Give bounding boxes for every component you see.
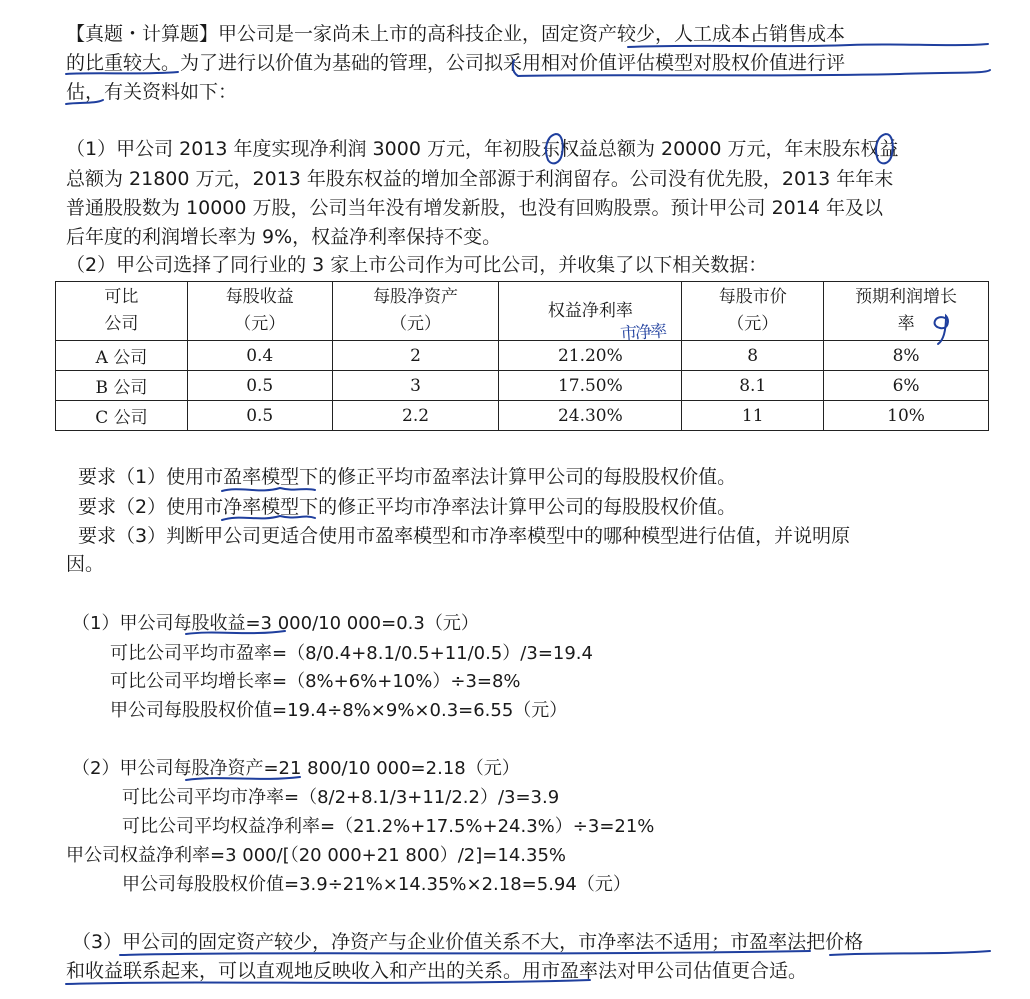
table-row (56, 341, 989, 371)
requirement-3-cont: 因。 (66, 553, 105, 575)
solution-2-line: 可比公司平均权益净利率=（21.2%+17.5%+24.3%）÷3=21% (122, 816, 655, 837)
info-paragraph-2: （2）甲公司选择了同行业的 3 家上市公司作为可比公司，并收集了以下相关数据： (66, 254, 768, 276)
table-cell: 2 (332, 341, 499, 371)
question-line: 估，有关资料如下： (66, 81, 238, 103)
table-cell: C 公司 (56, 401, 188, 431)
handwritten-note-roe: 市净率 (619, 321, 666, 345)
table-cell: 8.1 (682, 371, 824, 401)
table-cell: 8 (682, 341, 824, 371)
solution-1-line: 甲公司每股股权价值=19.4÷8%×9%×0.3=6.55（元） (110, 700, 568, 721)
table-cell: 17.50% (499, 371, 682, 401)
table-cell: 10% (824, 401, 989, 431)
solution-3-line: （3）甲公司的固定资产较少，净资产与企业价值关系不大，市净率法不适用；市盈率法把价格 (72, 931, 864, 953)
requirement-1: 要求（1）使用市盈率模型下的修正平均市盈率法计算甲公司的每股股权价值。 (78, 466, 737, 488)
comparable-companies-table (55, 281, 989, 431)
header-roe: 权益净利率 (499, 282, 682, 341)
question-line: 的比重较大。为了进行以价值为基础的管理，公司拟采用相对价值评估模型对股权价值进行评 (66, 52, 846, 74)
table-cell: 3 (332, 371, 499, 401)
solution-1-line: 可比公司平均市盈率=（8/0.4+8.1/0.5+11/0.5）/3=19.4 (110, 643, 593, 664)
header-company: 可比 公司 (56, 282, 188, 341)
table-row (56, 371, 989, 401)
table-cell: B 公司 (56, 371, 188, 401)
table-cell: 6% (824, 371, 989, 401)
solution-2-line: 甲公司每股股权价值=3.9÷21%×14.35%×2.18=5.94（元） (122, 874, 631, 895)
table-cell: 0.5 (187, 371, 332, 401)
info-paragraph-1: （1）甲公司 2013 年度实现净利润 3000 万元，年初股东权益总额为 20000 万元，年末股东权益 (66, 138, 899, 160)
table-cell: 11 (682, 401, 824, 431)
header-growth: 预期利润增长 率 (824, 282, 989, 341)
info-paragraph-1: 总额为 21800 万元，2013 年股东权益的增加全部源于利润留存。公司没有优先股，2013 年年末 (66, 168, 894, 190)
table-cell: 24.30% (499, 401, 682, 431)
solution-1-line: （1）甲公司每股收益=3 000/10 000=0.3（元） (72, 613, 479, 634)
solution-3-line: 和收益联系起来，可以直观地反映收入和产出的关系。用市盈率法对甲公司估值更合适。 (66, 960, 808, 982)
solution-2-line: 甲公司权益净利率=3 000/[（20 000+21 800）/2]=14.35% (66, 845, 566, 866)
header-bvps: 每股净资产 （元） (332, 282, 499, 341)
table-row (56, 401, 989, 431)
table-cell: 0.4 (187, 341, 332, 371)
header-price: 每股市价 （元） (682, 282, 824, 341)
info-paragraph-1: 普通股股数为 10000 万股，公司当年没有增发新股，也没有回购股票。预计甲公司 2014 年及以 (66, 197, 883, 219)
header-eps: 每股收益 （元） (187, 282, 332, 341)
solution-2-line: （2）甲公司每股净资产=21 800/10 000=2.18（元） (72, 758, 520, 779)
requirement-2: 要求（2）使用市净率模型下的修正平均市净率法计算甲公司的每股股权价值。 (78, 496, 737, 518)
requirement-3: 要求（3）判断甲公司更适合使用市盈率模型和市净率模型中的哪种模型进行估值，并说明原 (78, 525, 851, 547)
solution-2-line: 可比公司平均市净率=（8/2+8.1/3+11/2.2）/3=3.9 (122, 787, 560, 808)
solution-1-line: 可比公司平均增长率=（8%+6%+10%）÷3=8% (110, 671, 521, 692)
table-header-row (56, 282, 989, 341)
table-cell: 2.2 (332, 401, 499, 431)
table-cell: 21.20% (499, 341, 682, 371)
question-line: 【真题・计算题】甲公司是一家尚未上市的高科技企业，固定资产较少，人工成本占销售成本 (66, 23, 846, 45)
table-cell: 8% (824, 341, 989, 371)
table-cell: A 公司 (56, 341, 188, 371)
table-cell: 0.5 (187, 401, 332, 431)
info-paragraph-1: 后年度的利润增长率为 9%，权益净利率保持不变。 (66, 226, 502, 248)
